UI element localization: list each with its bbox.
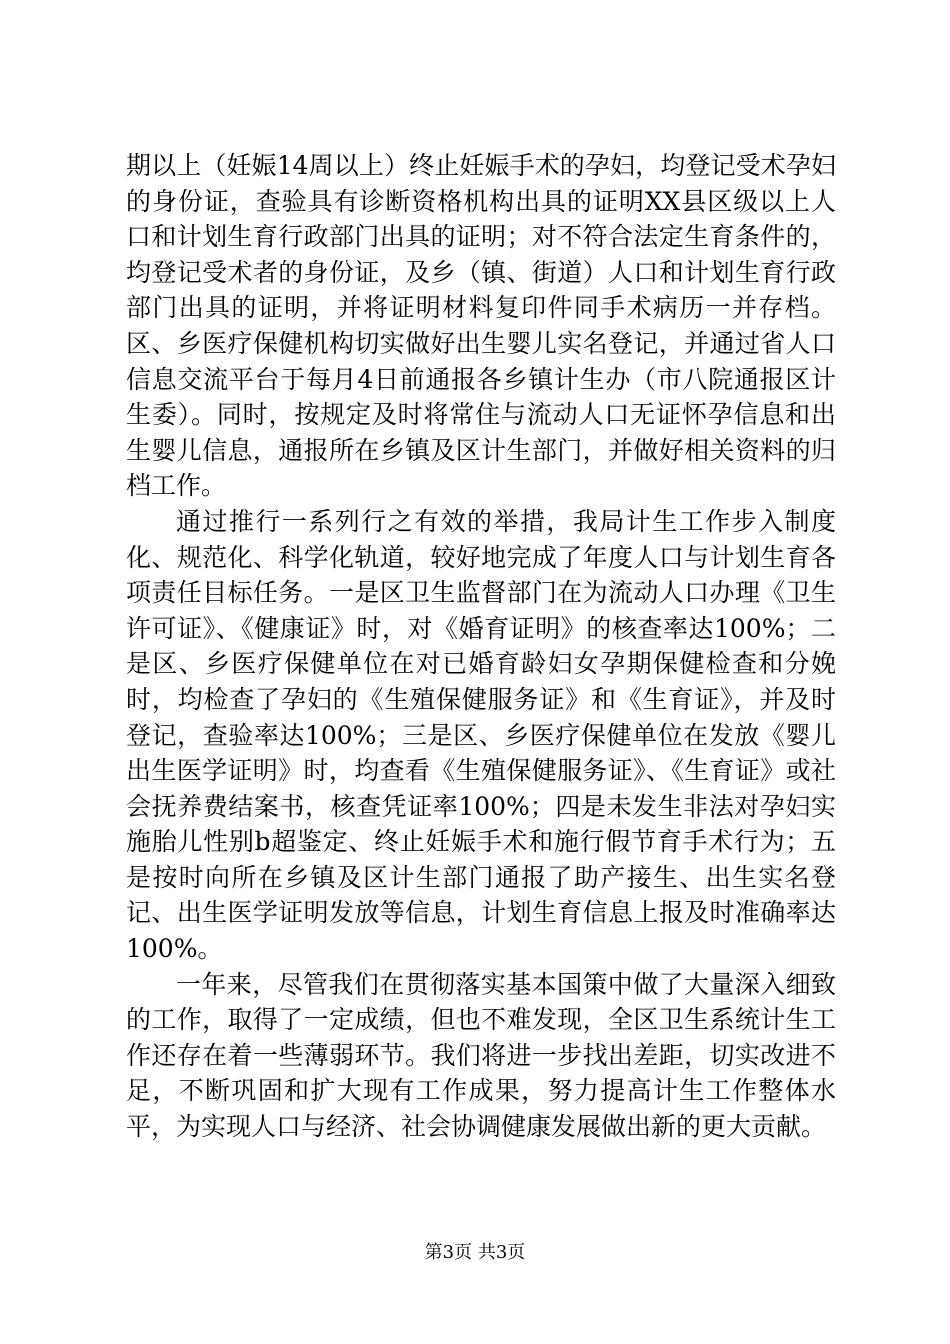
page-footer: 第3页 共3页 xyxy=(424,1242,526,1263)
paragraph-continuation: 期以上（妊娠14周以上）终止妊娠手术的孕妇，均登记受术孕妇的身份证，查验具有诊断资格机构出具的证明XX县区级以上人口和计划生育行政部门出具的证明；对不符合法定生育条件的，均登记受术者的身份证，及乡（镇、街道）人口和计划生育行政部门出具的证明，并将证明材料复印件同手术病历一并存档。区、乡医疗保健机构切实做好出生婴儿实名登记，并通过省人口信息交流平台于每月4日前通报各乡镇计生办（市八院通报区计生委）。同时，按规定及时将常住与流动人口无证怀孕信息和出生婴儿信息，通报所在乡镇及区计生部门，并做好相关资料的归档工作。 xyxy=(126,151,836,501)
document-body xyxy=(126,148,836,1145)
paragraph-conclusion: 一年来，尽管我们在贯彻落实基本国策中做了大量深入细致的工作，取得了一定成绩，但也不难发现，全区卫生系统计生工作还存在着一些薄弱环节。我们将进一步找出差距，切实改进不足，不断巩固和扩大现有工作成果，努力提高计生工作整体水平，为实现人口与经济、社会协调健康发展做出新的更大贡献。 xyxy=(126,969,836,1142)
paragraph-achievements: 通过推行一系列行之有效的举措，我局计生工作步入制度化、规范化、科学化轨道，较好地完成了年度人口与计划生育各项责任目标任务。一是区卫生监督部门在为流动人口办理《卫生许可证》、《健康证》时，对《婚育证明》的核查率达100%；二是区、乡医疗保健单位在对已婚育龄妇女孕期保健检查和分娩时，均检查了孕妇的《生殖保健服务证》和《生育证》，并及时登记，查验率达100%；三是区、乡医疗保健单位在发放《婴儿出生医学证明》时，均查看《生殖保健服务证》、《生育证》或社会抚养费结案书，核查凭证率100%；四是未发生非法对孕妇实施胎儿性别b超鉴定、终止妊娠手术和施行假节育手术行为；五是按时向所在乡镇及区计生部门通报了助产接生、出生实名登记、出生医学证明发放等信息，计划生育信息上报及时准确率达100%。 xyxy=(126,506,836,964)
